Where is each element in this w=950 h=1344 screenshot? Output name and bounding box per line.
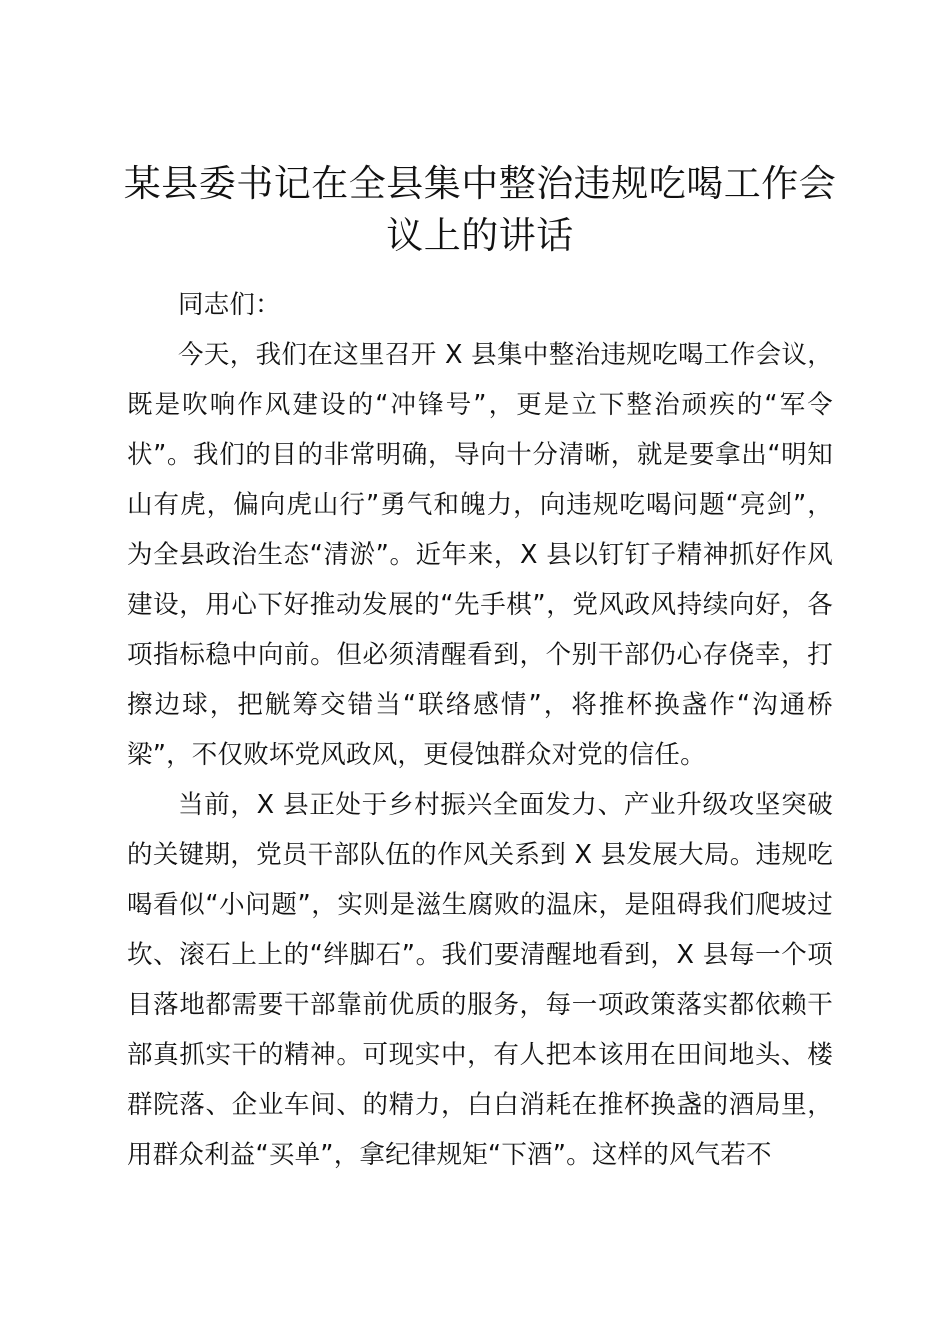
salutation: 同志们： <box>178 290 281 320</box>
paragraph-1: 今天，我们在这里召开 X 县集中整治违规吃喝工作会议，既是吹响作风建设的“冲锋号”，更是立下整治顽疾的“军令状”。我们的目的非常明确，导向十分清晰，就是要拿出“明知山有虎，偏向虎山行”勇气和魄力，向违规吃喝问题“亮剑”，为全县政治生态“清淤”。近年来，X 县以钉钉子精神抓好作风建设，用心下好推动发展的“先手棋”，党风政风持续向好，各项指标稳中向前。但必须清醒看到，个别干部仍心存侥幸，打擦边球，把觥筹交错当“联络感情”，将推杯换盏作“沟通桥梁”，不仅败坏党风政风，更侵蚀群众对党的信任。 <box>127 340 833 770</box>
paragraph-2: 当前，X 县正处于乡村振兴全面发力、产业升级攻坚突破的关键期，党员干部队伍的作风关系到 X 县发展大局。违规吃喝看似“小问题”，实则是滋生腐败的温床，是阻碍我们爬坡过坎、滚石上上的“绊脚石”。我们要清醒地看到，X 县每一个项目落地都需要干部靠前优质的服务，每一项政策落实都依赖干部真抓实干的精神。可现实中，有人把本该用在田间地头、楼群院落、企业车间、的精力，白白消耗在推杯换盏的酒局里，用群众利益“买单”，拿纪律规矩“下酒”。这样的风气若不 <box>127 790 833 1170</box>
document-body <box>127 280 833 1180</box>
document-title: 某县委书记在全县集中整治违规吃喝工作会议上的讲话 <box>123 162 837 257</box>
